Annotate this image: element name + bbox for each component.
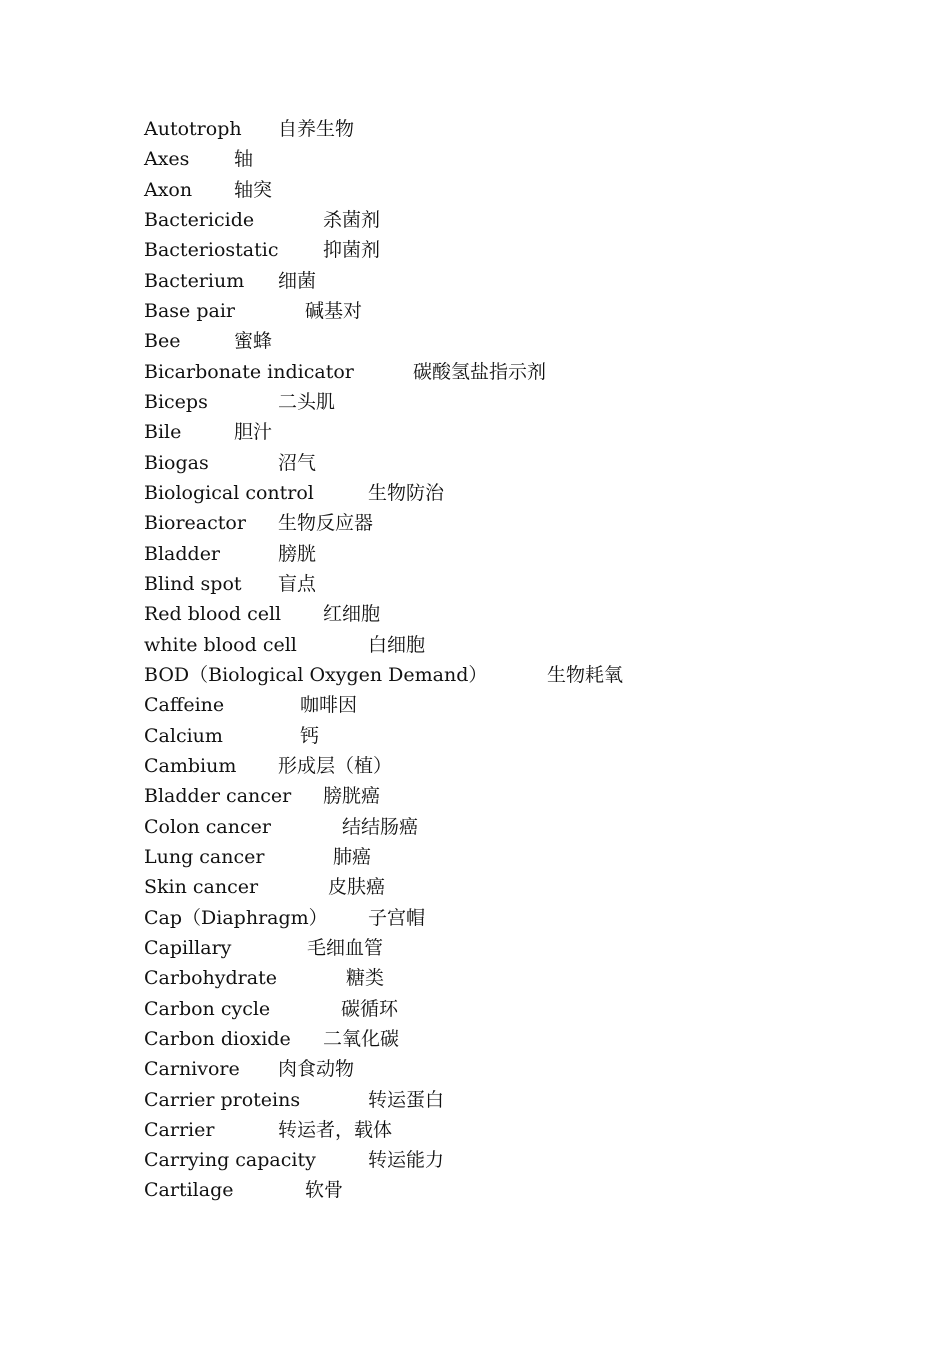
glossary-entry — [144, 1085, 844, 1115]
entry-term: Bioreactor — [144, 512, 246, 535]
entry-translation: 形成层（植） — [278, 754, 393, 777]
entry-term: BOD（Biological Oxygen Demand） — [144, 663, 488, 686]
entry-term: white blood cell — [144, 633, 297, 656]
entry-term: Bladder — [144, 542, 221, 565]
entry-term: Carbohydrate — [144, 967, 277, 990]
entry-term: Biological control — [144, 481, 314, 504]
entry-term: Biceps — [144, 390, 208, 413]
entry-term: Capillary — [144, 936, 232, 959]
glossary-entry — [144, 1175, 844, 1205]
entry-term: Calcium — [144, 724, 223, 747]
entry-translation: 肺癌 — [333, 845, 372, 868]
entry-term: Bee — [144, 330, 181, 353]
entry-translation: 轴 — [234, 148, 254, 171]
glossary-entry — [144, 417, 844, 447]
entry-term: Bactericide — [144, 208, 255, 231]
glossary-entry — [144, 205, 844, 235]
entry-term: Red blood cell — [144, 603, 282, 626]
glossary-entry — [144, 994, 844, 1024]
entry-translation: 轴突 — [234, 178, 273, 201]
entry-translation: 生物反应器 — [278, 512, 374, 535]
entry-term: Cap（Diaphragm） — [144, 906, 328, 929]
glossary-entry — [144, 144, 844, 174]
glossary-entry — [144, 175, 844, 205]
glossary-entry — [144, 812, 844, 842]
glossary-entry — [144, 235, 844, 265]
glossary-entry — [144, 326, 844, 356]
entry-term: Bacteriostatic — [144, 239, 279, 262]
entry-term: Carrier — [144, 1118, 215, 1141]
entry-term: Axon — [144, 178, 193, 201]
glossary-entry — [144, 903, 844, 933]
glossary-entry — [144, 569, 844, 599]
entry-translation: 胆汁 — [234, 421, 273, 444]
entry-term: Cartilage — [144, 1179, 234, 1202]
entry-translation: 皮肤癌 — [328, 876, 386, 899]
entry-translation: 子宫帽 — [368, 906, 426, 929]
entry-term: Colon cancer — [144, 815, 271, 838]
glossary-entry — [144, 751, 844, 781]
entry-translation: 白细胞 — [368, 633, 426, 656]
entry-term: Lung cancer — [144, 845, 265, 868]
glossary-entry — [144, 539, 844, 569]
entry-translation: 二头肌 — [278, 390, 336, 413]
entry-translation: 自养生物 — [278, 118, 355, 140]
entry-term: Bicarbonate indicator — [144, 360, 354, 383]
entry-term: Blind spot — [144, 572, 242, 595]
glossary-list — [144, 114, 844, 1206]
entry-translation: 转运者，载体 — [278, 1118, 393, 1141]
glossary-entry — [144, 1024, 844, 1054]
glossary-entry — [144, 599, 844, 629]
glossary-entry — [144, 1145, 844, 1175]
entry-term: Skin cancer — [144, 876, 259, 899]
glossary-entry — [144, 1115, 844, 1145]
entry-translation: 钙 — [300, 724, 320, 747]
entry-term: Carbon dioxide — [144, 1027, 291, 1050]
entry-translation: 咖啡因 — [300, 694, 358, 717]
glossary-entry — [144, 842, 844, 872]
entry-translation: 软骨 — [305, 1179, 344, 1202]
entry-translation: 蜜蜂 — [234, 330, 273, 353]
glossary-entry — [144, 114, 844, 144]
entry-term: Base pair — [144, 299, 235, 322]
entry-translation: 抑菌剂 — [323, 239, 381, 262]
glossary-entry — [144, 630, 844, 660]
entry-term: Bile — [144, 421, 182, 444]
entry-translation: 结结肠癌 — [342, 815, 419, 838]
glossary-entry — [144, 357, 844, 387]
entry-translation: 转运蛋白 — [368, 1088, 445, 1111]
entry-translation: 红细胞 — [323, 603, 381, 626]
entry-term: Bladder cancer — [144, 785, 292, 808]
entry-translation: 糖类 — [346, 967, 385, 990]
entry-translation: 转运能力 — [368, 1149, 445, 1172]
entry-term: Bacterium — [144, 269, 245, 292]
glossary-entry — [144, 963, 844, 993]
entry-translation: 毛细血管 — [307, 936, 384, 959]
entry-term: Autotroph — [144, 118, 242, 140]
glossary-entry — [144, 690, 844, 720]
glossary-entry — [144, 721, 844, 751]
glossary-entry — [144, 660, 844, 690]
entry-translation: 沼气 — [278, 451, 317, 474]
entry-term: Caffeine — [144, 694, 225, 717]
entry-term: Carbon cycle — [144, 997, 271, 1020]
glossary-entry — [144, 781, 844, 811]
entry-translation: 膀胱癌 — [323, 785, 381, 808]
entry-translation: 生物防治 — [368, 481, 445, 504]
glossary-entry — [144, 296, 844, 326]
glossary-entry — [144, 933, 844, 963]
entry-translation: 杀菌剂 — [323, 208, 381, 231]
entry-translation: 细菌 — [278, 269, 317, 292]
entry-term: Biogas — [144, 451, 209, 474]
entry-translation: 碳循环 — [341, 997, 399, 1020]
glossary-entry — [144, 872, 844, 902]
glossary-entry — [144, 478, 844, 508]
entry-term: Cambium — [144, 754, 237, 777]
entry-term: Axes — [144, 148, 190, 171]
entry-translation: 盲点 — [278, 572, 317, 595]
glossary-entry — [144, 1054, 844, 1084]
entry-translation: 肉食动物 — [278, 1058, 355, 1081]
entry-translation: 二氧化碳 — [323, 1027, 400, 1050]
entry-term: Carnivore — [144, 1058, 240, 1081]
glossary-entry — [144, 448, 844, 478]
entry-translation: 生物耗氧 — [547, 663, 624, 686]
entry-term: Carrier proteins — [144, 1088, 301, 1111]
glossary-entry — [144, 508, 844, 538]
glossary-entry — [144, 266, 844, 296]
entry-translation: 膀胱 — [278, 542, 317, 565]
entry-translation: 碱基对 — [305, 299, 363, 322]
glossary-entry — [144, 387, 844, 417]
entry-term: Carrying capacity — [144, 1149, 316, 1172]
entry-translation: 碳酸氢盐指示剂 — [413, 360, 547, 383]
